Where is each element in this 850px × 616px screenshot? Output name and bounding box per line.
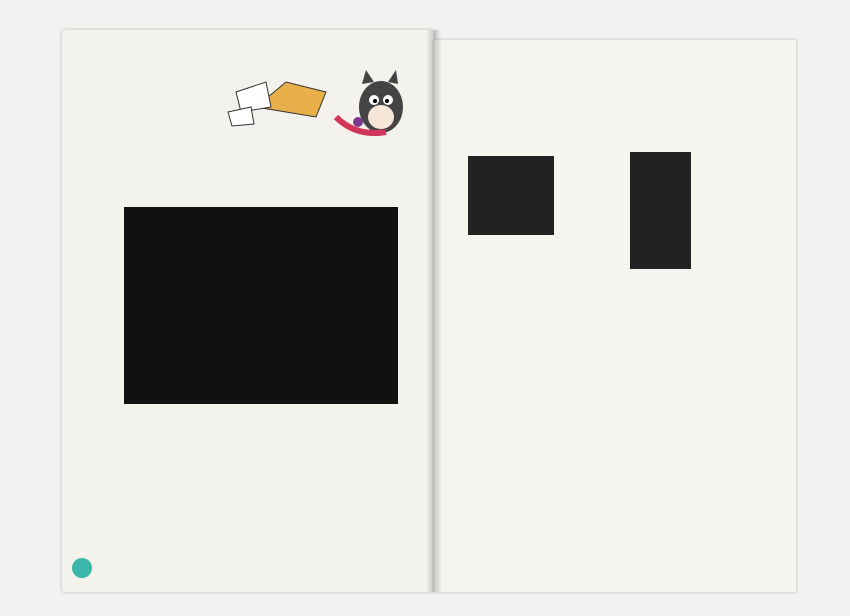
puzzle1-grid	[468, 156, 554, 235]
puzzle2-grid	[630, 152, 691, 269]
book-gutter	[426, 30, 442, 592]
crossword-grid	[124, 207, 398, 404]
cat-illustration	[226, 62, 416, 142]
puzzle5-grid	[462, 434, 562, 534]
page-number	[72, 558, 92, 578]
